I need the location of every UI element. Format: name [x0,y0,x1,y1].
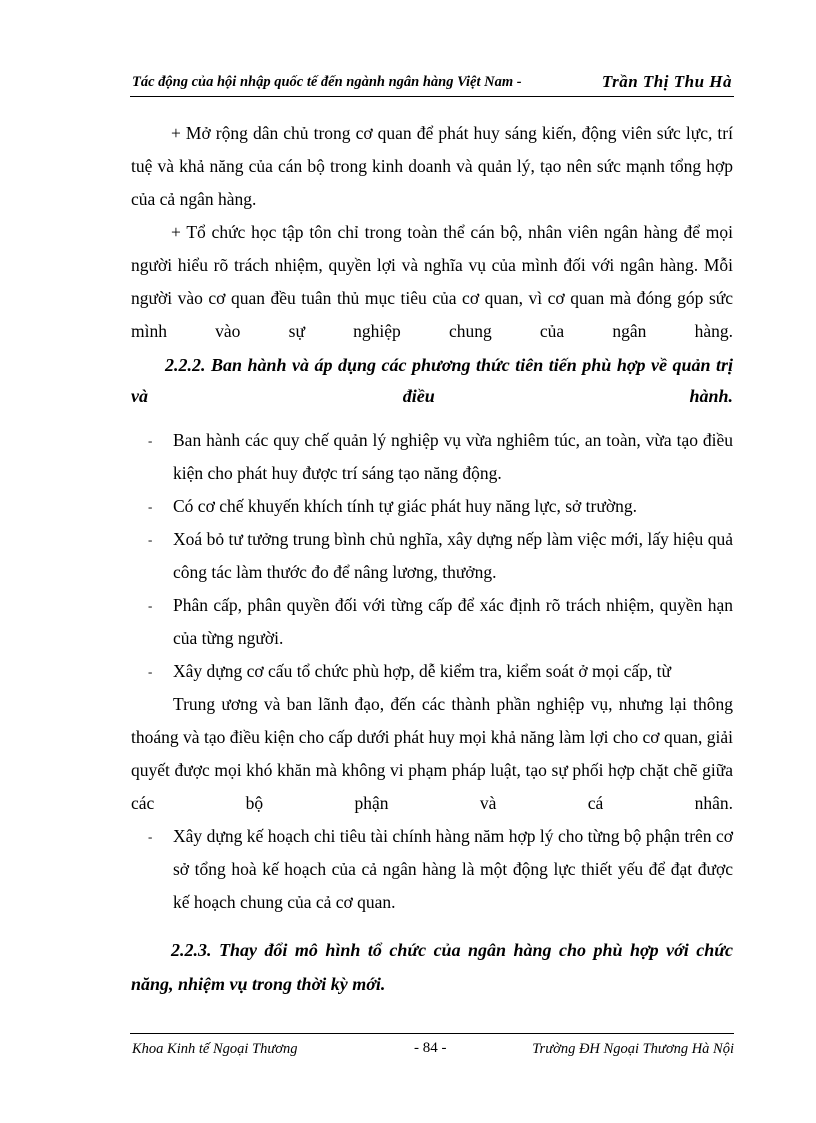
bullet-mark: - [148,499,153,514]
header-rule [130,96,734,97]
header-author: Trần Thị Thu Hà [601,72,732,91]
bullet-mark: - [148,598,153,613]
footer-university: Trường ĐH Ngoại Thương Hà Nội [532,1041,734,1057]
bullet-item [131,424,733,490]
bullet-text: Ban hành các quy chế quản lý nghiệp vụ vừa nghiêm túc, an toàn, vừa tạo điều kiện cho phát huy được trí sáng tạo năng động. [173,430,733,483]
bullet-mark: - [148,664,153,679]
bullet-item [131,820,733,919]
bullet-item [131,490,733,523]
bullet-item [131,589,733,655]
header-title: Tác động của hội nhập quốc tế đến ngành ngân hàng Việt Nam - [132,74,522,90]
page-body [131,117,733,1001]
section-heading-2-2-2: 2.2.2. Ban hành và áp dụng các phương thức tiên tiến phù hợp về quản trị và điều hành. [131,355,733,406]
bullet-item [131,655,733,688]
bullet-text: Xoá bỏ tư tưởng trung bình chủ nghĩa, xây dựng nếp làm việc mới, lấy hiệu quả công tác làm thước đo để nâng lương, thưởng. [173,529,733,582]
bullet-text: Có cơ chế khuyến khích tính tự giác phát huy năng lực, sở trường. [173,496,637,516]
paragraph-2: + Tổ chức học tập tôn chỉ trong toàn thể cán bộ, nhân viên ngân hàng để mọi người hiểu rõ trách nhiệm, quyền lợi và nghĩa vụ của mình đối với ngân hàng. Mỗi người vào cơ quan đều tuân thủ mục tiêu của cơ quan, vì cơ quan mà đóng góp sức mình vào sự nghiệp chung của ngân hàng. [131,222,733,341]
footer-rule [130,1033,734,1034]
bullet-mark: - [148,532,153,547]
footer-faculty: Khoa Kinh tế Ngoại Thương [132,1041,298,1057]
paragraph-1: + Mở rộng dân chủ trong cơ quan để phát huy sáng kiến, động viên sức lực, trí tuệ và khả năng của cán bộ trong kinh doanh và quản lý, tạo nên sức mạnh tổng hợp của cả ngân hàng. [131,123,733,209]
bullet-mark: - [148,829,153,844]
bullet-item [131,523,733,589]
bullet-text: Phân cấp, phân quyền đối với từng cấp để xác định rõ trách nhiệm, quyền hạn của từng người. [173,595,733,648]
bullet-mark: - [148,433,153,448]
page-number: - 84 - [414,1040,447,1056]
bullet-continuation: Trung ương và ban lãnh đạo, đến các thành phần nghiệp vụ, nhưng lại thông thoáng và tạo điều kiện cho cấp dưới phát huy mọi khả năng làm lợi cho cơ quan, giải quyết được mọi khó khăn mà không vi phạm pháp luật, tạo sự phối hợp chặt chẽ giữa các bộ phận và cá nhân. [131,694,733,813]
bullet-text: Xây dựng kế hoạch chi tiêu tài chính hàng năm hợp lý cho từng bộ phận trên cơ sở tổng hoà kế hoạch của cả ngân hàng là một động lực thiết yếu để đạt được kế hoạch chung của cả cơ quan. [173,826,733,912]
bullet-text: Xây dựng cơ cấu tổ chức phù hợp, dễ kiểm tra, kiểm soát ở mọi cấp, từ [173,661,671,681]
section-heading-2-2-3: 2.2.3. Thay đổi mô hình tổ chức của ngân hàng cho phù hợp với chức năng, nhiệm vụ trong thời kỳ mới. [131,940,733,994]
